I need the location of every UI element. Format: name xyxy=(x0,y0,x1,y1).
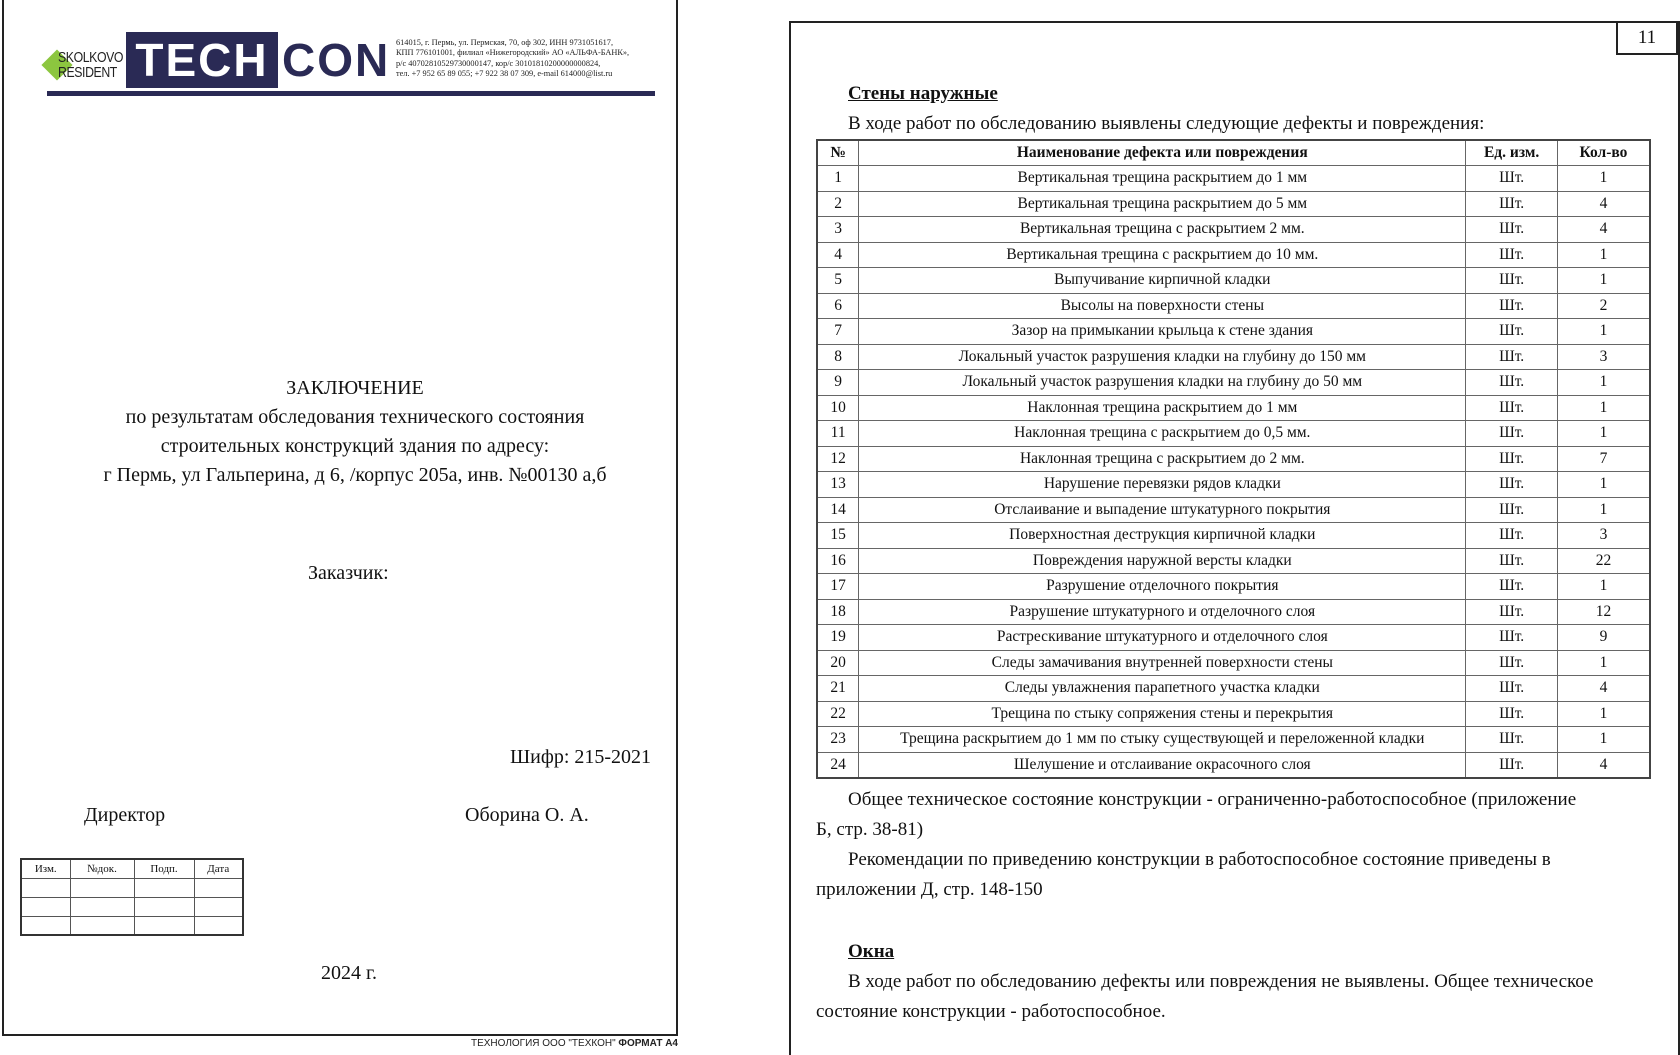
defect-unit: Шт. xyxy=(1466,421,1558,447)
row-number: 24 xyxy=(817,752,859,778)
table-row xyxy=(817,446,1650,472)
windows-line2: состояние конструкции - работоспособное. xyxy=(816,1001,1166,1022)
document-cipher: Шифр: 215-2021 xyxy=(510,746,652,768)
defect-unit: Шт. xyxy=(1466,166,1558,192)
footer-format: ФОРМАТ А4 xyxy=(618,1038,678,1049)
defect-unit: Шт. xyxy=(1466,701,1558,727)
revision-stamp-table xyxy=(20,858,244,936)
row-number: 11 xyxy=(817,421,859,447)
row-number: 5 xyxy=(817,268,859,294)
defect-name: Трещина по стыку сопряжения стены и перекрытия xyxy=(859,701,1466,727)
table-row xyxy=(817,166,1650,192)
defect-name: Вертикальная трещина с раскрытием до 10 мм. xyxy=(859,242,1466,268)
table-row xyxy=(817,497,1650,523)
defect-quantity: 1 xyxy=(1557,727,1650,753)
defect-name: Нарушение перевязки рядов кладки xyxy=(859,472,1466,498)
table-row xyxy=(817,395,1650,421)
table-row xyxy=(817,421,1650,447)
row-number: 14 xyxy=(817,497,859,523)
row-number: 4 xyxy=(817,242,859,268)
defect-quantity: 7 xyxy=(1557,446,1650,472)
defect-unit: Шт. xyxy=(1466,268,1558,294)
table-row xyxy=(817,319,1650,345)
document-title-block xyxy=(60,374,650,490)
defect-quantity: 1 xyxy=(1557,242,1650,268)
defect-name: Вертикальная трещина раскрытием до 5 мм xyxy=(859,191,1466,217)
recommendation-line2: приложении Д, стр. 148-150 xyxy=(816,879,1043,900)
defect-name: Зазор на примыкании крыльца к стене здания xyxy=(859,319,1466,345)
col-header-quantity: Кол-во xyxy=(1557,140,1650,166)
defect-quantity: 9 xyxy=(1557,625,1650,651)
defect-unit: Шт. xyxy=(1466,319,1558,345)
defect-unit: Шт. xyxy=(1466,395,1558,421)
table-row xyxy=(817,293,1650,319)
document-address: г Пермь, ул Гальперина, д 6, /корпус 205а, инв. №00130 а,б xyxy=(103,464,607,486)
requisites-line: КПП 776101001, филиал «Нижегородский» АО «АЛЬФА-БАНК», xyxy=(396,48,630,58)
defect-quantity: 1 xyxy=(1557,701,1650,727)
defect-unit: Шт. xyxy=(1466,650,1558,676)
defect-name: Растрескивание штукатурного и отделочного слоя xyxy=(859,625,1466,651)
defect-quantity: 1 xyxy=(1557,472,1650,498)
row-number: 13 xyxy=(817,472,859,498)
requisites-line: 614015, г. Пермь, ул. Пермская, 70, оф 302, ИНН 9731051617, xyxy=(396,38,614,47)
walls-state-line2: Б, стр. 38-81) xyxy=(816,819,924,840)
footer-company: ТЕХНОЛОГИЯ ООО "ТЕХКОН" xyxy=(470,1038,616,1049)
table-row xyxy=(817,625,1650,651)
customer-label: Заказчик: xyxy=(308,562,389,584)
table-row xyxy=(817,242,1650,268)
defect-unit: Шт. xyxy=(1466,472,1558,498)
stamp-row xyxy=(21,916,243,935)
table-row xyxy=(817,599,1650,625)
defect-quantity: 1 xyxy=(1557,166,1650,192)
table-row xyxy=(817,268,1650,294)
skolkovo-line2: RESIDENT xyxy=(58,64,117,81)
recommendation-line1: Рекомендации по приведению конструкции в работоспособное состояние приведены в xyxy=(848,849,1551,870)
document-year: 2024 г. xyxy=(321,962,377,984)
header-divider xyxy=(47,91,655,96)
skolkovo-line1: SKOLKOVO xyxy=(58,49,124,66)
defect-name: Наклонная трещина с раскрытием до 0,5 мм. xyxy=(859,421,1466,447)
defect-unit: Шт. xyxy=(1466,548,1558,574)
defect-unit: Шт. xyxy=(1466,191,1558,217)
defect-quantity: 22 xyxy=(1557,548,1650,574)
defect-quantity: 4 xyxy=(1557,191,1650,217)
table-row xyxy=(817,370,1650,396)
row-number: 17 xyxy=(817,574,859,600)
defect-quantity: 4 xyxy=(1557,217,1650,243)
row-number: 21 xyxy=(817,676,859,702)
defect-name: Шелушение и отслаивание окрасочного слоя xyxy=(859,752,1466,778)
defect-unit: Шт. xyxy=(1466,370,1558,396)
defect-name: Локальный участок разрушения кладки на глубину до 50 мм xyxy=(859,370,1466,396)
table-row xyxy=(817,727,1650,753)
defect-quantity: 3 xyxy=(1557,344,1650,370)
document-subtitle-line: строительных конструкций здания по адресу: xyxy=(160,435,550,457)
defect-unit: Шт. xyxy=(1466,242,1558,268)
defects-table xyxy=(816,139,1651,779)
section-title-windows: Окна xyxy=(848,941,895,962)
defect-unit: Шт. xyxy=(1466,217,1558,243)
defect-unit: Шт. xyxy=(1466,599,1558,625)
defect-quantity: 1 xyxy=(1557,574,1650,600)
col-header-number: № xyxy=(817,140,859,166)
table-row xyxy=(817,472,1650,498)
defect-unit: Шт. xyxy=(1466,574,1558,600)
stamp-row xyxy=(21,878,243,897)
defect-unit: Шт. xyxy=(1466,727,1558,753)
defect-name: Поверхностная деструкция кирпичной кладки xyxy=(859,523,1466,549)
defect-name: Следы увлажнения парапетного участка кладки xyxy=(859,676,1466,702)
defect-unit: Шт. xyxy=(1466,293,1558,319)
row-number: 1 xyxy=(817,166,859,192)
title-page xyxy=(0,0,692,1055)
defect-quantity: 2 xyxy=(1557,293,1650,319)
walls-intro: В ходе работ по обследованию выявлены следующие дефекты и повреждения: xyxy=(848,113,1485,134)
defect-name: Вертикальная трещина с раскрытием 2 мм. xyxy=(859,217,1466,243)
defects-table-body xyxy=(817,166,1650,778)
table-header-row xyxy=(817,140,1650,166)
defect-name: Разрушение отделочного покрытия xyxy=(859,574,1466,600)
row-number: 8 xyxy=(817,344,859,370)
director-label: Директор xyxy=(84,804,166,826)
company-requisites xyxy=(396,38,666,80)
defect-name: Локальный участок разрушения кладки на глубину до 150 мм xyxy=(859,344,1466,370)
row-number: 3 xyxy=(817,217,859,243)
defect-quantity: 1 xyxy=(1557,370,1650,396)
defect-unit: Шт. xyxy=(1466,446,1558,472)
stamp-header-cell: №док. xyxy=(70,859,134,878)
row-number: 7 xyxy=(817,319,859,345)
defect-unit: Шт. xyxy=(1466,676,1558,702)
document-title: ЗАКЛЮЧЕНИЕ xyxy=(286,377,424,399)
defect-name: Наклонная трещина раскрытием до 1 мм xyxy=(859,395,1466,421)
defect-name: Трещина раскрытием до 1 мм по стыку существующей и переложенной кладки xyxy=(859,727,1466,753)
stamp-row xyxy=(21,897,243,916)
table-row xyxy=(817,574,1650,600)
stamp-header-cell: Подп. xyxy=(134,859,194,878)
defect-quantity: 4 xyxy=(1557,752,1650,778)
defect-unit: Шт. xyxy=(1466,625,1558,651)
requisites-line: тел. +7 952 65 89 055; +7 922 38 07 309, e-mail 614000@list.ru xyxy=(396,69,613,79)
defect-name: Повреждения наружной версты кладки xyxy=(859,548,1466,574)
stamp-header-cell: Изм. xyxy=(21,859,70,878)
table-row xyxy=(817,191,1650,217)
stamp-header-row xyxy=(21,859,243,878)
defect-quantity: 12 xyxy=(1557,599,1650,625)
document-subtitle-line: по результатам обследования технического состояния xyxy=(125,406,585,428)
defect-quantity: 3 xyxy=(1557,523,1650,549)
defect-unit: Шт. xyxy=(1466,752,1558,778)
table-row xyxy=(817,548,1650,574)
windows-line1: В ходе работ по обследованию дефекты или повреждения не выявлены. Общее техническое xyxy=(848,971,1594,992)
row-number: 22 xyxy=(817,701,859,727)
table-row xyxy=(817,344,1650,370)
defect-name: Вертикальная трещина раскрытием до 1 мм xyxy=(859,166,1466,192)
table-row xyxy=(817,523,1650,549)
defect-unit: Шт. xyxy=(1466,497,1558,523)
row-number: 9 xyxy=(817,370,859,396)
defect-quantity: 1 xyxy=(1557,268,1650,294)
row-number: 2 xyxy=(817,191,859,217)
report-page-11 xyxy=(789,21,1680,1055)
page-number: 11 xyxy=(1616,21,1678,55)
defect-name: Выпучивание кирпичной кладки xyxy=(859,268,1466,294)
techcon-logo-con: CON xyxy=(282,34,391,86)
col-header-unit: Ед. изм. xyxy=(1466,140,1558,166)
row-number: 12 xyxy=(817,446,859,472)
defect-quantity: 1 xyxy=(1557,497,1650,523)
defect-unit: Шт. xyxy=(1466,523,1558,549)
row-number: 20 xyxy=(817,650,859,676)
section-title-walls: Стены наружные xyxy=(848,83,998,104)
row-number: 16 xyxy=(817,548,859,574)
director-name: Оборина О. А. xyxy=(465,804,589,826)
defect-name: Наклонная трещина с раскрытием до 2 мм. xyxy=(859,446,1466,472)
row-number: 18 xyxy=(817,599,859,625)
table-row xyxy=(817,217,1650,243)
table-row xyxy=(817,752,1650,778)
defect-name: Отслаивание и выпадение штукатурного покрытия xyxy=(859,497,1466,523)
page-footer xyxy=(471,1038,678,1049)
defect-quantity: 4 xyxy=(1557,676,1650,702)
row-number: 23 xyxy=(817,727,859,753)
row-number: 19 xyxy=(817,625,859,651)
walls-state-line1: Общее техническое состояние конструкции - ограниченно-работоспособное (приложение xyxy=(848,789,1577,810)
defect-quantity: 1 xyxy=(1557,421,1650,447)
defect-quantity: 1 xyxy=(1557,395,1650,421)
defect-quantity: 1 xyxy=(1557,650,1650,676)
defect-name: Следы замачивания внутренней поверхности стены xyxy=(859,650,1466,676)
defect-name: Разрушение штукатурного и отделочного слоя xyxy=(859,599,1466,625)
table-row xyxy=(817,701,1650,727)
techcon-logo-tech: TECH xyxy=(126,32,278,88)
row-number: 6 xyxy=(817,293,859,319)
defect-quantity: 1 xyxy=(1557,319,1650,345)
row-number: 15 xyxy=(817,523,859,549)
requisites-line: р/с 40702810529730000147, кор/с 30101810200000000824, xyxy=(396,58,601,68)
defect-unit: Шт. xyxy=(1466,344,1558,370)
defect-name: Высолы на поверхности стены xyxy=(859,293,1466,319)
table-row xyxy=(817,650,1650,676)
col-header-name: Наименование дефекта или повреждения xyxy=(859,140,1466,166)
stamp-header-cell: Дата xyxy=(194,859,243,878)
table-row xyxy=(817,676,1650,702)
row-number: 10 xyxy=(817,395,859,421)
